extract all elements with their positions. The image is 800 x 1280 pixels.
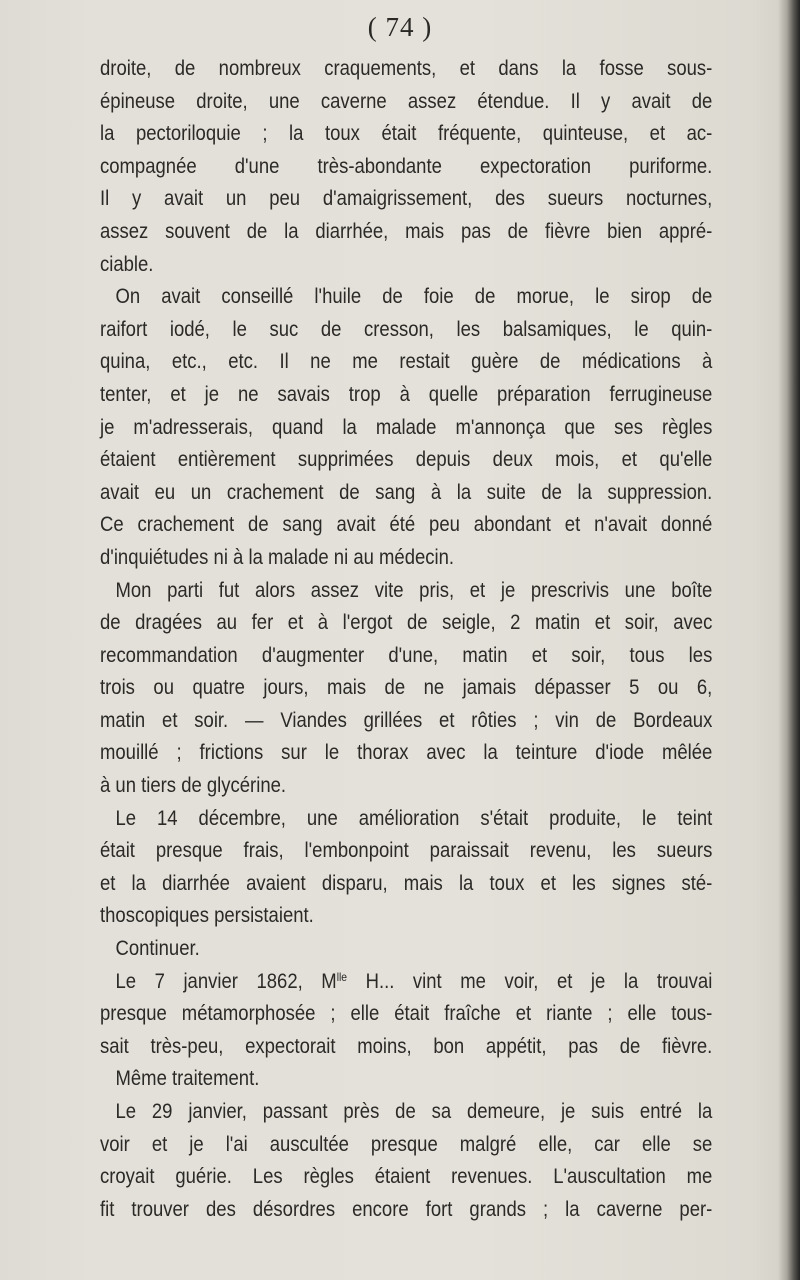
text-line: thoscopiques persistaient. bbox=[100, 903, 314, 928]
text-line: Le 14 décembre, une amélioration s'était produite, le teint bbox=[115, 805, 713, 830]
text-fragment: Le 7 janvier 1862, M bbox=[115, 968, 337, 993]
text-line: ciable. bbox=[100, 251, 154, 276]
text-line: Mon parti fut alors assez vite pris, et je prescrivis une boîte bbox=[115, 577, 713, 602]
text-line: Continuer. bbox=[115, 936, 200, 961]
text-line: sait très-peu, expectorait moins, bon appétit, pas de fièvre. bbox=[100, 1033, 713, 1058]
text-line: croyait guérie. Les règles étaient revenues. L'auscultation me bbox=[100, 1164, 713, 1189]
text-line: étaient entièrement supprimées depuis deux mois, et qu'elle bbox=[100, 447, 713, 472]
text-line: avait eu un crachement de sang à la suite de la suppression. bbox=[100, 479, 713, 504]
text-line: Il y avait un peu d'amaigrissement, des sueurs nocturnes, bbox=[100, 186, 713, 211]
text-line: assez souvent de la diarrhée, mais pas de fièvre bien appré- bbox=[100, 218, 713, 243]
text-line: fit trouver des désordres encore fort grands ; la caverne per- bbox=[100, 1196, 713, 1221]
text-line: trois ou quatre jours, mais de ne jamais dépasser 5 ou 6, bbox=[100, 675, 713, 700]
text-line: recommandation d'augmenter d'une, matin et soir, tous les bbox=[100, 642, 713, 667]
text-line: de dragées au fer et à l'ergot de seigle, 2 matin et soir, avec bbox=[100, 610, 713, 635]
text-line: mouillé ; frictions sur le thorax avec la teinture d'iode mêlée bbox=[100, 740, 713, 765]
text-line: Même traitement. bbox=[115, 1066, 260, 1091]
text-line bbox=[100, 965, 712, 998]
text-line: épineuse droite, une caverne assez étendue. Il y avait de bbox=[100, 88, 713, 113]
text-line: la pectoriloquie ; la toux était fréquente, quinteuse, et ac- bbox=[100, 121, 713, 146]
text-fragment: H... vint me voir, et je la trouvai bbox=[347, 968, 713, 993]
text-line: compagnée d'une très-abondante expectoration puriforme. bbox=[100, 153, 713, 178]
text-line: matin et soir. — Viandes grillées et rôties ; vin de Bordeaux bbox=[100, 707, 713, 732]
text-line: presque métamorphosée ; elle était fraîche et riante ; elle tous- bbox=[100, 1001, 713, 1026]
page-number: ( 74 ) bbox=[367, 12, 433, 42]
page-binding-shadow bbox=[778, 0, 800, 1280]
text-line: On avait conseillé l'huile de foie de morue, le sirop de bbox=[115, 284, 713, 309]
superscript-abbreviation: lle bbox=[336, 969, 348, 984]
text-line: et la diarrhée avaient disparu, mais la toux et les signes sté- bbox=[100, 870, 713, 895]
text-line: quina, etc., etc. Il ne me restait guère de médications à bbox=[100, 349, 713, 374]
text-line: était presque frais, l'embonpoint paraissait revenu, les sueurs bbox=[100, 838, 713, 863]
text-line: je m'adresserais, quand la malade m'annonça que ses règles bbox=[100, 414, 713, 439]
body-text bbox=[100, 52, 712, 1225]
text-line: tenter, et je ne savais trop à quelle préparation ferrugineuse bbox=[100, 381, 713, 406]
text-line: raifort iodé, le suc de cresson, les balsamiques, le quin- bbox=[100, 316, 713, 341]
text-line: à un tiers de glycérine. bbox=[100, 773, 287, 798]
text-line: droite, de nombreux craquements, et dans la fosse sous- bbox=[100, 56, 713, 80]
text-line: Le 29 janvier, passant près de sa demeure, je suis entré la bbox=[115, 1099, 713, 1123]
text-line: d'inquiétudes ni à la malade ni au médecin. bbox=[100, 544, 455, 569]
text-line: voir et je l'ai auscultée presque malgré elle, car elle se bbox=[100, 1131, 713, 1156]
text-line: Ce crachement de sang avait été peu abondant et n'avait donné bbox=[100, 512, 713, 537]
